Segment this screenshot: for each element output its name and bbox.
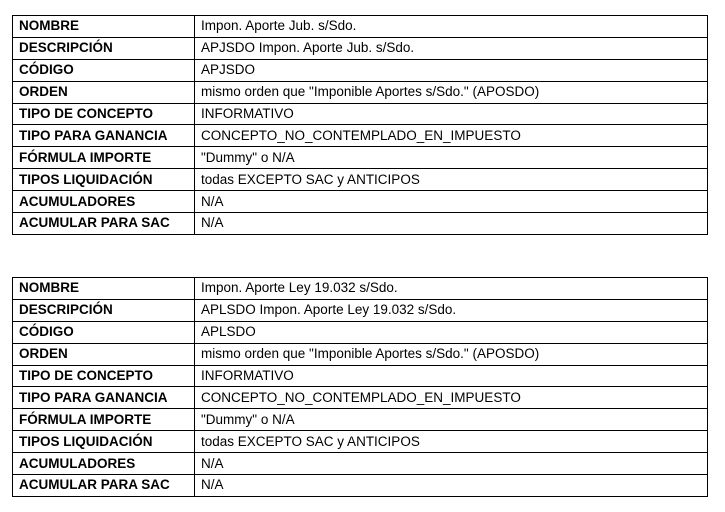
row-label-orden: ORDEN <box>13 343 195 365</box>
row-label-tipo-para-ganancia: TIPO PARA GANANCIA <box>13 125 195 147</box>
table-row <box>13 16 708 38</box>
table-row <box>13 169 708 191</box>
row-value-codigo: APJSDO <box>195 59 708 81</box>
row-label-descripcion: DESCRIPCIÓN <box>13 37 195 59</box>
table-row <box>13 409 708 431</box>
table-row <box>13 431 708 453</box>
row-value-tipos-liquidacion: todas EXCEPTO SAC y ANTICIPOS <box>195 169 708 191</box>
row-label-tipos-liquidacion: TIPOS LIQUIDACIÓN <box>13 431 195 453</box>
row-label-nombre: NOMBRE <box>13 16 195 38</box>
concept-table-apjsdo <box>12 15 708 235</box>
table-row <box>13 213 708 235</box>
row-value-acumuladores: N/A <box>195 191 708 213</box>
row-value-tipo-para-ganancia: CONCEPTO_NO_CONTEMPLADO_EN_IMPUESTO <box>195 125 708 147</box>
row-value-descripcion: APJSDO Impon. Aporte Jub. s/Sdo. <box>195 37 708 59</box>
table-row <box>13 475 708 497</box>
row-value-acumuladores: N/A <box>195 453 708 475</box>
table-row <box>13 365 708 387</box>
table-row <box>13 453 708 475</box>
row-label-formula-importe: FÓRMULA IMPORTE <box>13 147 195 169</box>
row-value-acumular-para-sac: N/A <box>195 475 708 497</box>
table-row <box>13 387 708 409</box>
table-row <box>13 103 708 125</box>
row-label-acumuladores: ACUMULADORES <box>13 191 195 213</box>
row-label-descripcion: DESCRIPCIÓN <box>13 299 195 321</box>
row-label-tipo-de-concepto: TIPO DE CONCEPTO <box>13 365 195 387</box>
concept-table-aplsdo <box>12 277 708 497</box>
row-label-acumular-para-sac: ACUMULAR PARA SAC <box>13 213 195 235</box>
table-row <box>13 125 708 147</box>
row-value-tipo-de-concepto: INFORMATIVO <box>195 103 708 125</box>
row-value-orden: mismo orden que "Imponible Aportes s/Sdo." (APOSDO) <box>195 81 708 103</box>
row-value-formula-importe: "Dummy" o N/A <box>195 409 708 431</box>
row-label-tipo-para-ganancia: TIPO PARA GANANCIA <box>13 387 195 409</box>
table-row <box>13 343 708 365</box>
row-value-tipo-para-ganancia: CONCEPTO_NO_CONTEMPLADO_EN_IMPUESTO <box>195 387 708 409</box>
table-row <box>13 321 708 343</box>
row-label-formula-importe: FÓRMULA IMPORTE <box>13 409 195 431</box>
table-row <box>13 81 708 103</box>
row-value-nombre: Impon. Aporte Jub. s/Sdo. <box>195 16 708 38</box>
row-value-orden: mismo orden que "Imponible Aportes s/Sdo." (APOSDO) <box>195 343 708 365</box>
table-row <box>13 59 708 81</box>
table-row <box>13 147 708 169</box>
table-row <box>13 191 708 213</box>
row-value-tipo-de-concepto: INFORMATIVO <box>195 365 708 387</box>
row-label-orden: ORDEN <box>13 81 195 103</box>
row-value-acumular-para-sac: N/A <box>195 213 708 235</box>
row-label-tipo-de-concepto: TIPO DE CONCEPTO <box>13 103 195 125</box>
table-row <box>13 278 708 300</box>
row-label-codigo: CÓDIGO <box>13 321 195 343</box>
row-label-nombre: NOMBRE <box>13 278 195 300</box>
table-row <box>13 299 708 321</box>
row-value-tipos-liquidacion: todas EXCEPTO SAC y ANTICIPOS <box>195 431 708 453</box>
row-label-codigo: CÓDIGO <box>13 59 195 81</box>
table-row <box>13 37 708 59</box>
row-value-descripcion: APLSDO Impon. Aporte Ley 19.032 s/Sdo. <box>195 299 708 321</box>
row-value-codigo: APLSDO <box>195 321 708 343</box>
row-label-acumuladores: ACUMULADORES <box>13 453 195 475</box>
row-value-nombre: Impon. Aporte Ley 19.032 s/Sdo. <box>195 278 708 300</box>
row-value-formula-importe: "Dummy" o N/A <box>195 147 708 169</box>
row-label-acumular-para-sac: ACUMULAR PARA SAC <box>13 475 195 497</box>
row-label-tipos-liquidacion: TIPOS LIQUIDACIÓN <box>13 169 195 191</box>
